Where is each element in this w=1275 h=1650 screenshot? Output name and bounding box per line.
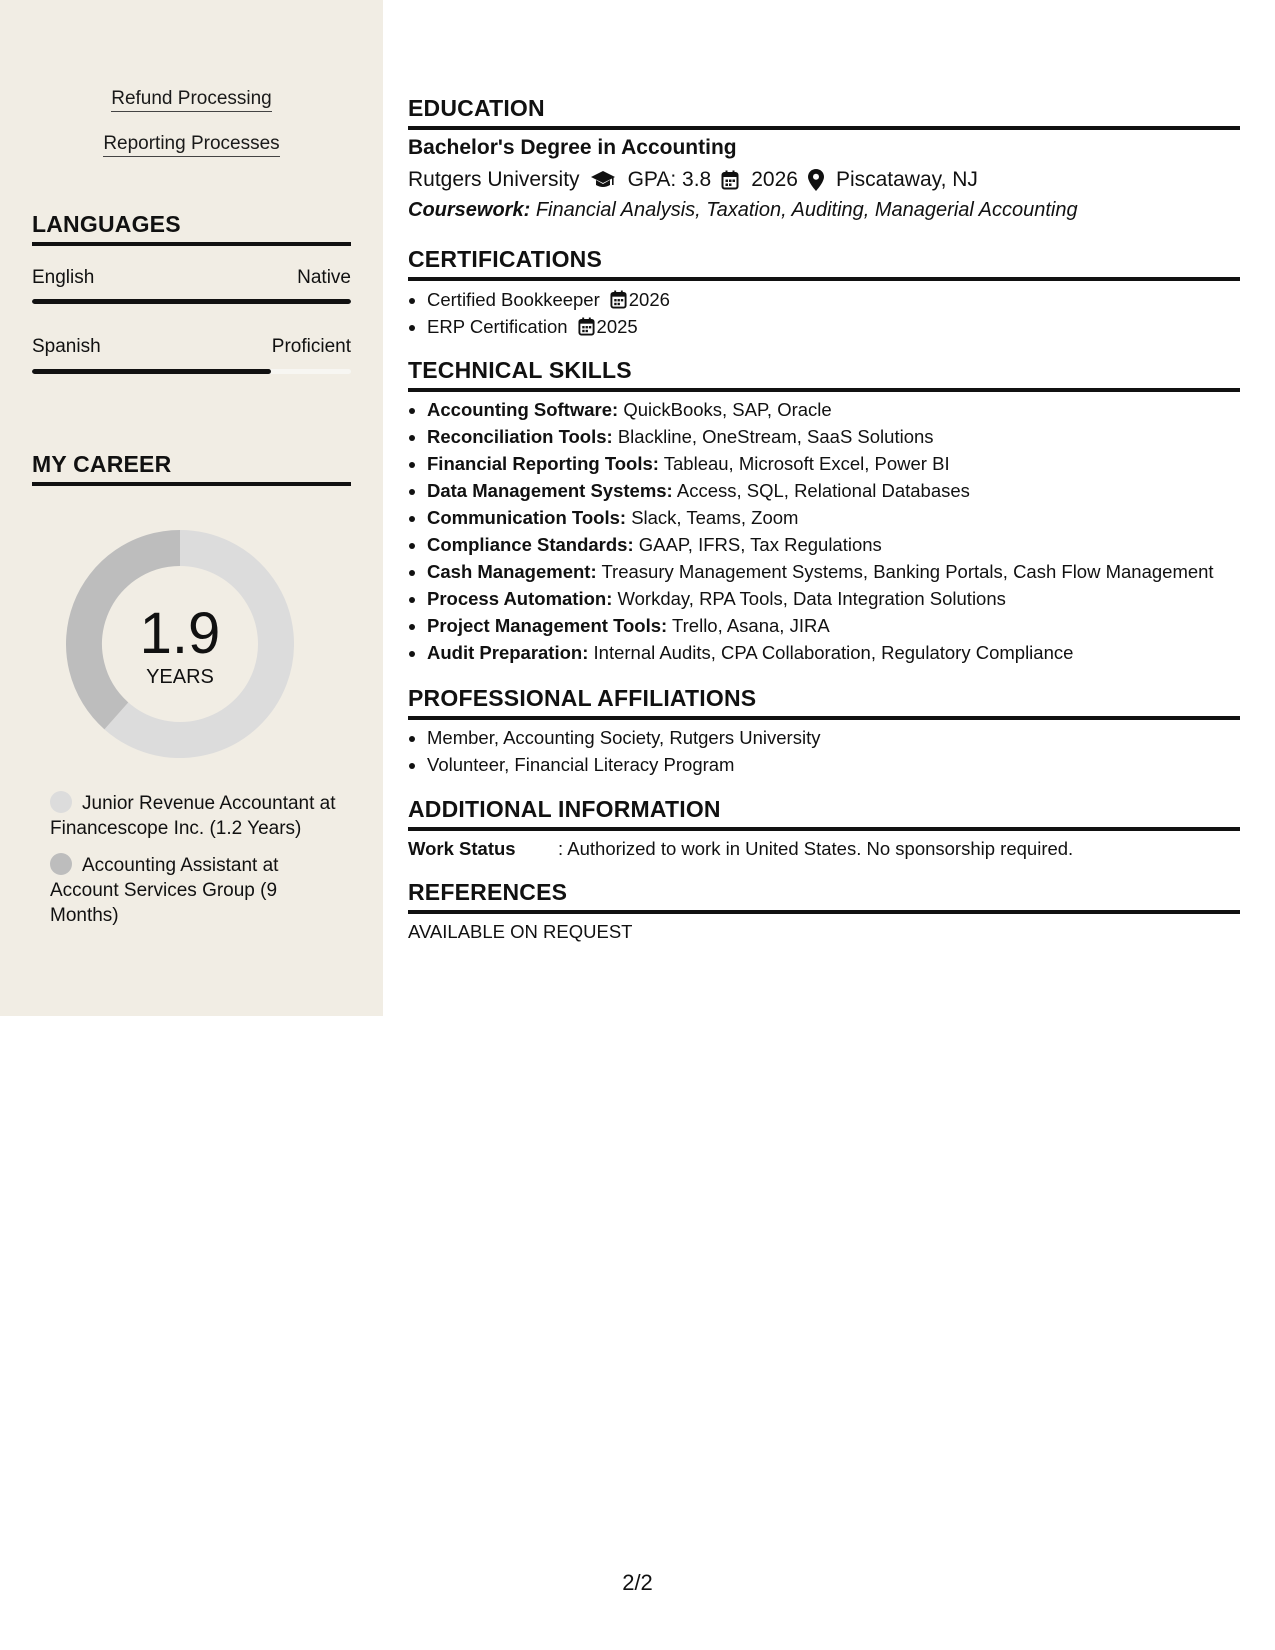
work-status-label: Work Status <box>408 838 516 859</box>
calendar-icon <box>721 170 739 190</box>
career-donut-chart <box>66 530 294 758</box>
list-item: • ERP Certification 2025 <box>427 313 670 340</box>
list-item: • Compliance Standards: GAAP, IFRS, Tax Regulations <box>427 531 1214 558</box>
list-item: • Financial Reporting Tools: Tableau, Microsoft Excel, Power BI <box>427 450 1214 477</box>
education-year: 2026 <box>751 168 798 191</box>
list-item: • Process Automation: Workday, RPA Tools, Data Integration Solutions <box>427 585 1214 612</box>
list-item: • Project Management Tools: Trello, Asana, JIRA <box>427 612 1214 639</box>
skill-item: Reporting Processes <box>0 133 383 155</box>
language-row <box>32 336 351 358</box>
work-status-row <box>408 838 1073 860</box>
calendar-icon <box>610 290 627 309</box>
list-item: • Communication Tools: Slack, Teams, Zoom <box>427 504 1214 531</box>
list-item: • Data Management Systems: Access, SQL, Relational Databases <box>427 477 1214 504</box>
list-item: • Audit Preparation: Internal Audits, CPA Collaboration, Regulatory Compliance <box>427 639 1214 666</box>
list-item: • Accounting Software: QuickBooks, SAP, Oracle <box>427 396 1214 423</box>
certifications-list <box>427 286 670 340</box>
career-item-text: Accounting Assistant at Account Services Group (9 Months) <box>50 855 279 926</box>
career-total-unit: YEARS <box>146 665 214 688</box>
career-dot-icon <box>50 853 72 875</box>
page-number: 2/2 <box>622 1570 653 1595</box>
donut-center <box>66 530 294 758</box>
list-item: • Cash Management: Treasury Management Systems, Banking Portals, Cash Flow Management <box>427 558 1214 585</box>
language-row <box>32 267 351 289</box>
education-heading: EDUCATION <box>408 95 1240 130</box>
graduation-cap-icon <box>590 170 616 190</box>
location-pin-icon <box>808 169 824 191</box>
technical-skills-list <box>427 396 1214 666</box>
additional-info-heading: ADDITIONAL INFORMATION <box>408 796 1240 831</box>
education-gpa: GPA: 3.8 <box>627 168 712 191</box>
education-school: Rutgers University <box>408 168 580 191</box>
language-bar <box>32 369 351 374</box>
career-total-value: 1.9 <box>139 600 221 666</box>
list-item: • Volunteer, Financial Literacy Program <box>427 751 820 778</box>
affiliations-list <box>427 724 820 778</box>
language-level: Proficient <box>271 336 351 357</box>
language-bar-fill <box>32 299 351 304</box>
references-text: AVAILABLE ON REQUEST <box>408 921 633 942</box>
education-details <box>408 168 978 192</box>
certifications-heading: CERTIFICATIONS <box>408 246 1240 281</box>
education-degree: Bachelor's Degree in Accounting <box>408 136 737 159</box>
list-item: • Certified Bookkeeper 2026 <box>427 286 670 313</box>
language-bar <box>32 299 351 304</box>
language-level: Native <box>297 267 351 288</box>
career-dot-icon <box>50 791 72 813</box>
references-heading: REFERENCES <box>408 879 1240 914</box>
skill-item: Refund Processing <box>0 88 383 110</box>
language-name: Spanish <box>32 336 101 357</box>
career-item <box>50 853 340 928</box>
work-status-value: : Authorized to work in United States. No sponsorship required. <box>558 838 1074 859</box>
career-item-text: Junior Revenue Accountant at Financescope Inc. (1.2 Years) <box>50 793 336 839</box>
education-location: Piscataway, NJ <box>835 168 978 191</box>
list-item: • Member, Accounting Society, Rutgers University <box>427 724 820 751</box>
list-item: • Reconciliation Tools: Blackline, OneStream, SaaS Solutions <box>427 423 1214 450</box>
education-coursework <box>408 199 1078 222</box>
affiliations-heading: PROFESSIONAL AFFILIATIONS <box>408 685 1240 720</box>
calendar-icon <box>578 317 595 336</box>
languages-heading: LANGUAGES <box>32 211 351 246</box>
sidebar <box>0 0 383 1016</box>
language-bar-fill <box>32 369 271 374</box>
coursework-label: Coursework: <box>408 199 531 221</box>
career-item <box>50 791 340 841</box>
career-heading: MY CAREER <box>32 451 351 486</box>
language-name: English <box>32 267 95 288</box>
coursework-value: Financial Analysis, Taxation, Auditing, Managerial Accounting <box>535 199 1078 221</box>
technical-skills-heading: TECHNICAL SKILLS <box>408 357 1240 392</box>
